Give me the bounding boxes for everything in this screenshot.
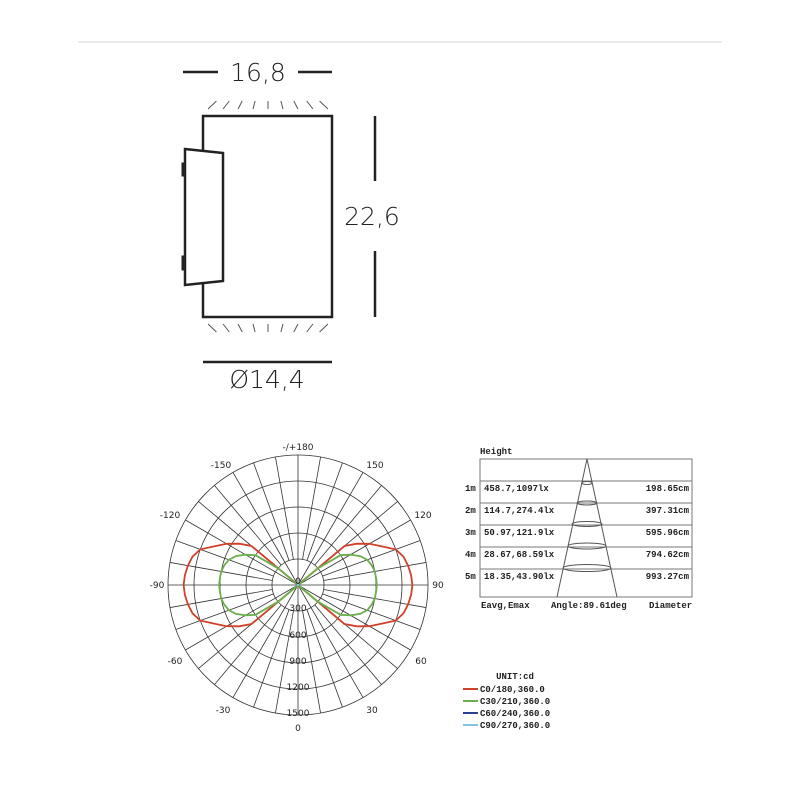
light-ray-bottom xyxy=(294,324,298,332)
angle-label-m120: -120 xyxy=(159,511,181,521)
row-illuminance: 50.97,121.9lx xyxy=(484,528,555,538)
footer-angle: Angle:89.61deg xyxy=(551,601,627,611)
polar-spoke xyxy=(176,541,274,577)
light-ray-bottom xyxy=(320,324,328,332)
footer-eavg-emax: Eavg,Emax xyxy=(481,601,530,611)
angle-label-m30: -30 xyxy=(215,706,231,716)
angle-label-90: 90 xyxy=(432,581,444,591)
light-ray-top xyxy=(238,101,242,109)
light-ray-top xyxy=(223,101,229,109)
light-ray-bottom xyxy=(208,324,216,332)
angle-label-120: 120 xyxy=(414,511,432,521)
row-diameter: 595.96cm xyxy=(645,528,689,538)
light-ray-top xyxy=(294,101,298,109)
legend-label: C0/180,360.0 xyxy=(480,685,545,695)
bracket-tab-bottom xyxy=(182,256,185,270)
footer-diameter: Diameter xyxy=(649,601,693,611)
radial-label: 900 xyxy=(289,657,307,667)
angle-label-180: -/+180 xyxy=(282,443,314,453)
height-dimension: 22,6 xyxy=(344,202,400,231)
angle-label-60: 60 xyxy=(415,657,427,667)
width-dimension: 16,8 xyxy=(230,58,286,87)
legend-label: C60/240,360.0 xyxy=(480,709,551,719)
polar-spoke xyxy=(254,609,290,707)
row-diameter: 794.62cm xyxy=(645,550,689,560)
light-ray-bottom xyxy=(238,324,242,332)
angle-label-0: 0 xyxy=(295,724,301,734)
row-illuminance: 458.7,1097lx xyxy=(484,484,549,494)
table-row xyxy=(465,528,690,538)
light-ray-bottom xyxy=(223,324,229,332)
light-ray-top xyxy=(307,101,313,109)
table-row xyxy=(465,550,690,560)
illuminance-table xyxy=(465,447,692,611)
light-ray-top xyxy=(281,101,283,109)
radial-label: 600 xyxy=(289,631,307,641)
polar-spoke xyxy=(307,609,343,707)
polar-spoke xyxy=(176,594,274,630)
light-ray-top xyxy=(320,101,328,109)
wall-bracket xyxy=(185,149,223,285)
row-diameter: 397.31cm xyxy=(645,506,689,516)
row-height: 5m xyxy=(465,572,476,582)
angle-label-m60: -60 xyxy=(167,657,183,667)
radial-label: 300 xyxy=(289,604,307,614)
light-ray-bottom xyxy=(253,324,255,332)
radial-label: 1200 xyxy=(286,683,310,693)
table-row xyxy=(465,572,690,582)
polar-spoke xyxy=(275,457,293,559)
row-height: 3m xyxy=(465,528,476,538)
row-height: 4m xyxy=(465,550,476,560)
row-illuminance: 114.7,274.4lx xyxy=(484,506,555,516)
radial-label: 0 xyxy=(295,577,301,587)
light-ray-top xyxy=(208,101,216,109)
row-height: 2m xyxy=(465,506,476,516)
row-height: 1m xyxy=(465,484,476,494)
table-row xyxy=(465,484,690,494)
row-illuminance: 18.35,43.90lx xyxy=(484,572,555,582)
unit-label: UNIT:cd xyxy=(496,672,534,682)
polar-spoke xyxy=(303,457,321,559)
row-diameter: 993.27cm xyxy=(645,572,689,582)
light-ray-bottom xyxy=(281,324,283,332)
row-diameter: 198.65cm xyxy=(645,484,689,494)
diameter-dimension: Ø14,4 xyxy=(229,365,305,394)
light-rays xyxy=(208,101,328,332)
table-row xyxy=(465,506,690,516)
polar-spoke xyxy=(254,463,290,561)
polar-spoke xyxy=(322,594,420,630)
polar-spoke xyxy=(322,541,420,577)
legend-label: C90/270,360.0 xyxy=(480,721,551,731)
beam-cone xyxy=(557,459,617,597)
angle-label-m90: -90 xyxy=(149,581,165,591)
angle-label-150: 150 xyxy=(366,461,384,471)
row-illuminance: 28.67,68.59lx xyxy=(484,550,555,560)
radial-label: 1500 xyxy=(286,709,310,719)
bracket-tab-top xyxy=(182,163,185,176)
polar-spoke xyxy=(307,463,343,561)
height-header: Height xyxy=(480,447,513,457)
legend-label: C30/210,360.0 xyxy=(480,697,551,707)
angle-label-m150: -150 xyxy=(210,461,232,471)
angle-label-30: 30 xyxy=(366,706,378,716)
light-ray-top xyxy=(253,101,255,109)
polar-legend xyxy=(463,672,550,731)
light-ray-bottom xyxy=(307,324,313,332)
